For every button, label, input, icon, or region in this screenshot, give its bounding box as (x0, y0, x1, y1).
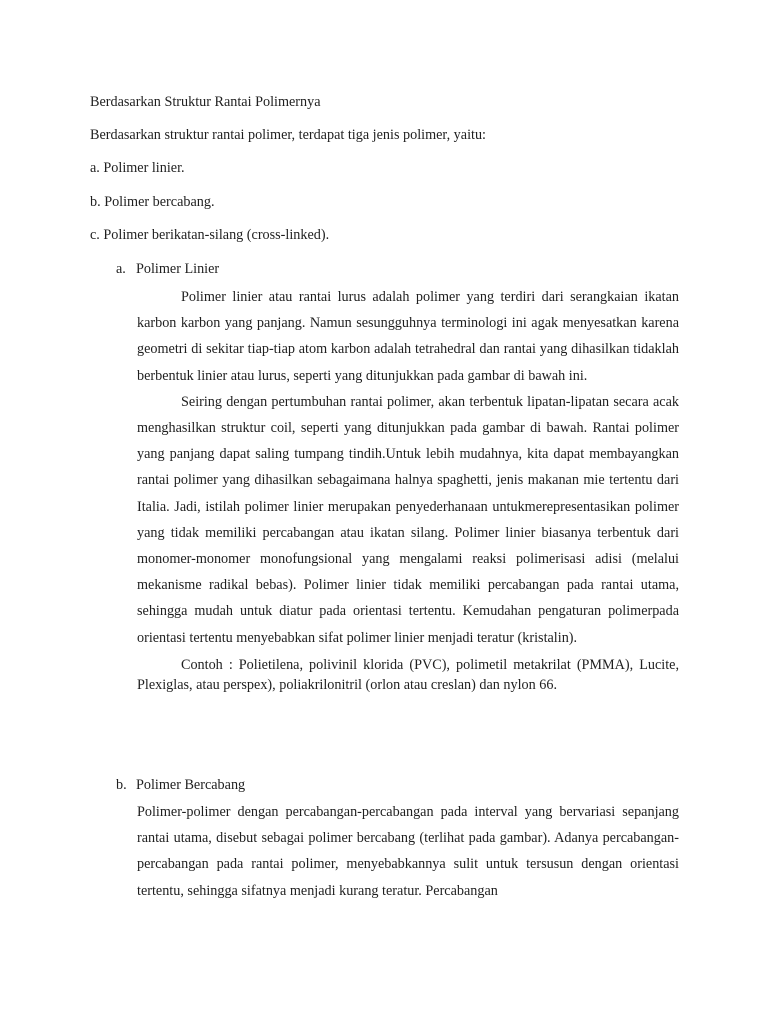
section-b-label: b. (116, 777, 127, 793)
section-a-example: Contoh : Polietilena, polivinil klorida (PVC), polimetil metakrilat (PMMA), Lucite, Plexiglas, atau perspex), poliakrilonitril (orlon atau creslan) dan nylon 66. (137, 656, 679, 693)
section-a-heading (116, 261, 219, 278)
section-b-heading (116, 777, 245, 794)
list-item-a: a. Polimer linier. (90, 160, 185, 176)
section-a-label: a. (116, 261, 126, 277)
section-b-title: Polimer Bercabang (136, 777, 246, 793)
list-item-b: b. Polimer bercabang. (90, 194, 215, 210)
section-a-paragraph-2: Seiring dengan pertumbuhan rantai polimer, akan terbentuk lipatan-lipatan secara acak menghasilkan struktur coil, seperti yang ditunjukkan pada gambar di bawah. Rantai polimer yang panjang dapat saling tumpang tindih.Untuk lebih mudahnya, kita dapat membayangkan rantai polimer yang dihasilkan sebagaimana halnya spaghetti, jenis makanan mie tertentu dari Italia. Jadi, istilah polimer linier merupakan penyederhanaan untukmerepresentasikan polimer yang tidak memiliki percabangan atau ikatan silang. Polimer linier biasanya terbentuk dari monomer-monomer monofungsional yang mengalami reaksi polimerisasi adisi (melalui mekanisme radikal bebas). Polimer linier tidak memiliki percabangan pada rantai utama, sehingga mudah untuk diatur pada orientasi tertentu. Kemudahan pengaturan polimerpada orientasi tertentu menyebabkan sifat polimer linier menjadi teratur (kristalin). (137, 393, 679, 646)
section-a-body (137, 284, 679, 695)
document-heading: Berdasarkan Struktur Rantai Polimernya (90, 94, 321, 110)
section-a-title: Polimer Linier (136, 261, 220, 277)
section-a-paragraph-1: Polimer linier atau rantai lurus adalah polimer yang terdiri dari serangkaian ikatan karbon karbon yang panjang. Namun sesungguhnya terminologi ini agak menyesatkan karena geometri di sekitar tiap-tiap atom karbon adalah tetrahedral dan rantai yang dihasilkan tidaklah berbentuk linier atau lurus, seperti yang ditunjukkan pada gambar di bawah ini. (137, 289, 679, 384)
section-b-body (137, 799, 679, 904)
list-item-c: c. Polimer berikatan-silang (cross-linked). (90, 227, 330, 243)
section-b-paragraph-1: Polimer-polimer dengan percabangan-percabangan pada interval yang bervariasi sepanjang rantai utama, disebut sebagai polimer bercabang (terlihat pada gambar). Adanya percabangan-percabangan pada rantai polimer, menyebabkannya sulit untuk tersusun dengan orientasi tertentu, sehingga sifatnya menjadi kurang teratur. Percabangan (137, 804, 679, 899)
intro-text: Berdasarkan struktur rantai polimer, terdapat tiga jenis polimer, yaitu: (90, 127, 486, 143)
